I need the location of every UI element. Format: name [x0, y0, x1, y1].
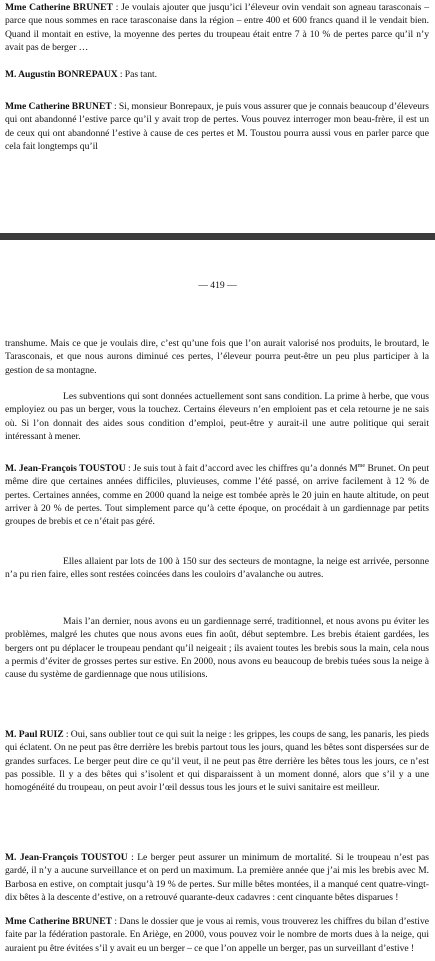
page-break-divider: [0, 233, 435, 240]
speaker-name: M. Jean-François TOUSTOU: [5, 852, 128, 863]
paragraph-brunet-3: [5, 915, 429, 955]
speaker-name: M. Augustin BONREPAUX: [5, 69, 118, 80]
paragraph-text: : Oui, sans oublier tout ce qui suit la neige : les grippes, les coups de sang, les panaris, les pieds qui éclatent. On ne peut pas être derrière les brebis partout tous les jours, quand les bêtes sont dispersées sur de grandes surfaces. Le berger peut dire ce qu’il veut, il ne peut pas être derrière les bêtes tous les jours, ce n’est pas possible. Il y a des bêtes qui s’isolent et qui disparaissent à un moment donné, alors que s’il y a une homogénéité du troupeau, on peut avoir l’œil dessus tous les jours et le suivi sanitaire est meilleur.: [5, 729, 429, 794]
bottom-page: [0, 240, 435, 961]
superscript: me: [357, 463, 366, 469]
speaker-name: Mme Catherine BRUNET: [5, 916, 113, 927]
paragraph-toustou-1: [5, 462, 429, 528]
top-page: [0, 0, 435, 233]
paragraph-brunet-1: [5, 1, 429, 54]
speaker-name: M. Paul RUIZ: [5, 729, 64, 740]
paragraph-ruiz: [5, 728, 429, 794]
paragraph-subventions: Les subventions qui sont données actuellement sont sans condition. La prime à herbe, que vous employiez ou pas un berger, vous la touchez. Certains éleveurs n’en emploient pas et cela retourne je ne sais où. Si l’on donnait des aides sous condition d’emploi, peut-être y aurait-il une autre politique qui serait intéressant à mener.: [5, 391, 429, 442]
speaker-name: M. Jean-François TOUSTOU: [5, 463, 126, 474]
paragraph-text: : Le berger peut assurer un minimum de mortalité. Si le troupeau n’est pas gardé, il n’y a aucune surveillance et on perd un maximum. La première année que j’ai mis les brebis avec M. Barbosa en estive, on comptait jusqu’à 19 % de pertes. Sur mille bêtes montées, il a manqué cent quatre-vingt-dix bêtes à la descente d’estive, on a retrouvé quarante-deux cadavres : cent cinquante bêtes disparues !: [5, 852, 429, 903]
speaker-name: Mme Catherine BRUNET: [5, 2, 113, 13]
paragraph-gardiennage: Mais l’an dernier, nous avons eu un gardiennage serré, traditionnel, et nous avons pu éviter les problèmes, malgré les chutes que nous avons eues fin août, début septembre. Les brebis étaient gardées, les bergers ont pu déplacer le troupeau pendant qu’il neigeait ; ils avaient toutes les brebis sous la main, cela nous a permis d’éviter de grosses pertes sur estive. En 2000, nous avons eu beaucoup de brebis tuées sous la neige à cause du système de gardiennage que nous utilisions.: [5, 616, 429, 681]
paragraph-brunet-2: [5, 100, 429, 153]
speaker-name: Mme Catherine BRUNET: [5, 101, 112, 112]
paragraph-text: : Je voulais ajouter que jusqu’ici l’éleveur ovin vendait son agneau tarasconais – parce que nous sommes en race tarasconaise dans la région – entre 400 et 600 francs quand il le vendait bien. Quand il montait en estive, la moyenne des pertes du troupeau était entre 7 à 10 % de pertes parce qu’il n’y avait pas de berger …: [5, 2, 429, 53]
paragraph-text: : Pas tant.: [117, 69, 158, 80]
paragraph-lots: Elles allaient par lots de 100 à 150 sur des secteurs de montagne, la neige est arrivée, personne n’a pu rien faire, elles sont restées coincées dans les couloirs d’avalanche ou autres.: [5, 556, 429, 581]
paragraph-text: : Dans le dossier que je vous ai remis, vous trouverez les chiffres du bilan d’estive faite par la fédération pastorale. En Ariège, en 2000, vous pouvez voir le nombre de morts dues à la neige, qui auraient pu être évitées s’il y avait eu un berger – ce que l’on appelle un berger, pas un surveillant d’estive !: [5, 916, 429, 954]
page-number: — 419 —: [198, 280, 237, 291]
paragraph-text: : Je suis tout à fait d’accord avec les chiffres qu’a donnés M: [125, 463, 358, 474]
paragraph-text: Brunet. On peut même dire que certaines années difficiles, pluvieuses, comme l’été passé, on arrive facilement à 12 % de pertes. Certaines années, comme en 2000 quand la neige est tombée après le 20 juin en haute altitude, on peut arriver à 20 % de pertes. Tout simplement parce qu’à cette époque, on procédait à un gardiennage par petits groupes de brebis et ce n’était pas géré.: [5, 463, 429, 528]
paragraph-text: : Si, monsieur Bonrepaux, je puis vous assurer que je connais beaucoup d’éleveurs qui ont abandonné l’estive parce qu’il y avait trop de pertes. Vous pouvez interroger mon beau-frère, il est un de ceux qui ont abandonné l’estive à cause de ces pertes et M. Toustou pourra aussi vous en parler parce que cela fait longtemps qu’il: [5, 101, 429, 152]
paragraph-bonrepaux: [5, 68, 429, 81]
paragraph-toustou-2: [5, 851, 429, 904]
paragraph-transhume: transhume. Mais ce que je voulais dire, c’est qu’une fois que l’on aurait valorisé nos produits, le broutard, le Tarasconais, et que nous aurons diminué ces pertes, l’éleveur pourra peut-être un peu plus participer à la gestion de sa montagne.: [5, 338, 429, 376]
